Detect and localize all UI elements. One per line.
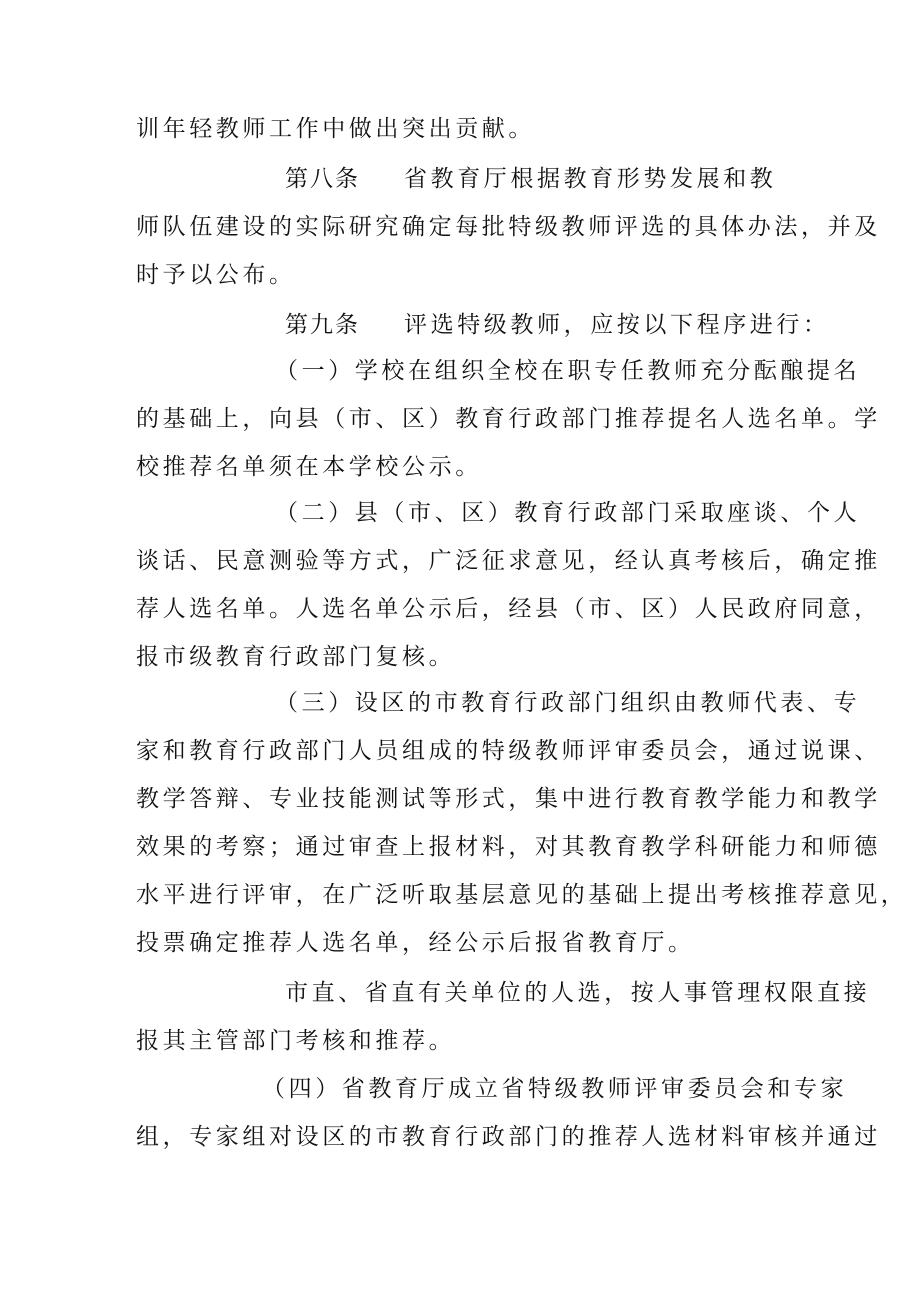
paragraph-line: （三）设区的市教育行政部门组织由教师代表、专 bbox=[275, 690, 861, 716]
paragraph-line: 谈话、民意测验等方式，广泛征求意见，经认真考核后，确定推 bbox=[136, 548, 881, 574]
paragraph-line: 训年轻教师工作中做出突出贡献。 bbox=[136, 116, 535, 142]
paragraph-line: （四）省教育厅成立省特级教师评审委员会和专家 bbox=[262, 1076, 848, 1102]
article-text: 省教育厅根据教育形势发展和教 bbox=[404, 166, 777, 192]
paragraph-line: 教学答辩、专业技能测试等形式，集中进行教育教学能力和教学 bbox=[136, 786, 881, 812]
paragraph-line: 校推荐名单须在本学校公示。 bbox=[136, 454, 482, 480]
paragraph-line: 时予以公布。 bbox=[136, 262, 296, 288]
paragraph-line: 报其主管部门考核和推荐。 bbox=[136, 1028, 456, 1054]
article-text: 评选特级教师，应按以下程序进行： bbox=[404, 312, 830, 338]
paragraph-line: 荐人选名单。人选名单公示后，经县（市、区）人民政府同意， bbox=[136, 596, 881, 622]
article-number: 第八条 bbox=[285, 166, 360, 192]
paragraph-line: 水平进行评审，在广泛听取基层意见的基础上提出考核推荐意见， bbox=[136, 882, 908, 908]
paragraph-line: （二）县（市、区）教育行政部门采取座谈、个人 bbox=[275, 500, 861, 526]
article-8-heading bbox=[285, 164, 776, 194]
paragraph-line: 的基础上，向县（市、区）教育行政部门推荐提名人选名单。学 bbox=[136, 406, 881, 432]
paragraph-line: 组，专家组对设区的市教育行政部门的推荐人选材料审核并通过 bbox=[136, 1124, 881, 1150]
paragraph-line: 投票确定推荐人选名单，经公示后报省教育厅。 bbox=[136, 930, 695, 956]
paragraph-line: 家和教育行政部门人员组成的特级教师评审委员会，通过说课、 bbox=[136, 738, 881, 764]
paragraph-line: 市直、省直有关单位的人选，按人事管理权限直接 bbox=[285, 980, 871, 1006]
paragraph-line: 效果的考察；通过审查上报材料，对其教育教学科研能力和师德 bbox=[136, 834, 881, 860]
paragraph-line: 报市级教育行政部门复核。 bbox=[136, 644, 456, 670]
article-9-heading bbox=[285, 310, 830, 340]
paragraph-line: 师队伍建设的实际研究确定每批特级教师评选的具体办法，并及 bbox=[136, 214, 881, 240]
paragraph-line: （一）学校在组织全校在职专任教师充分酝酿提名 bbox=[275, 358, 861, 384]
article-number: 第九条 bbox=[285, 312, 360, 338]
